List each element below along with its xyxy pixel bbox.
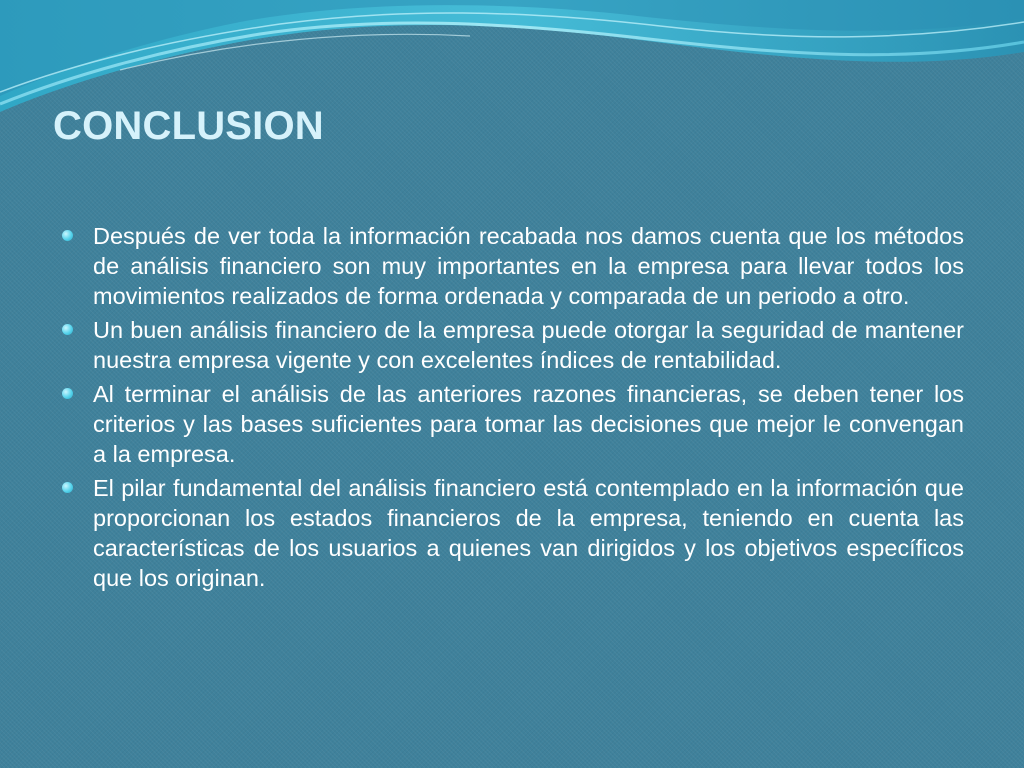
bullet-text: El pilar fundamental del análisis financiero está contemplado en la información que proporcionan los estados financieros de la empresa, teniendo en cuenta las características de los usuarios a quienes van dirigidos y los objetivos específicos que los originan. (93, 475, 964, 591)
list-item (62, 473, 964, 593)
bullet-dot-icon (62, 324, 73, 335)
bullet-text: Un buen análisis financiero de la empresa puede otorgar la seguridad de mantener nuestra empresa vigente y con excelentes índices de rentabilidad. (93, 317, 964, 373)
bullet-dot-icon (62, 230, 73, 241)
bullet-list (62, 221, 964, 597)
list-item (62, 221, 964, 311)
bullet-dot-icon (62, 388, 73, 399)
bullet-text: Después de ver toda la información recabada nos damos cuenta que los métodos de análisis financiero son muy importantes en la empresa para llevar todos los movimientos realizados de forma ordenada y comparada de un periodo a otro. (93, 223, 964, 309)
bullet-text: Al terminar el análisis de las anteriores razones financieras, se deben tener los criterios y las bases suficientes para tomar las decisiones que mejor le convengan a la empresa. (93, 381, 964, 467)
bullet-dot-icon (62, 482, 73, 493)
slide-title: CONCLUSION (53, 104, 324, 148)
list-item (62, 315, 964, 375)
list-item (62, 379, 964, 469)
